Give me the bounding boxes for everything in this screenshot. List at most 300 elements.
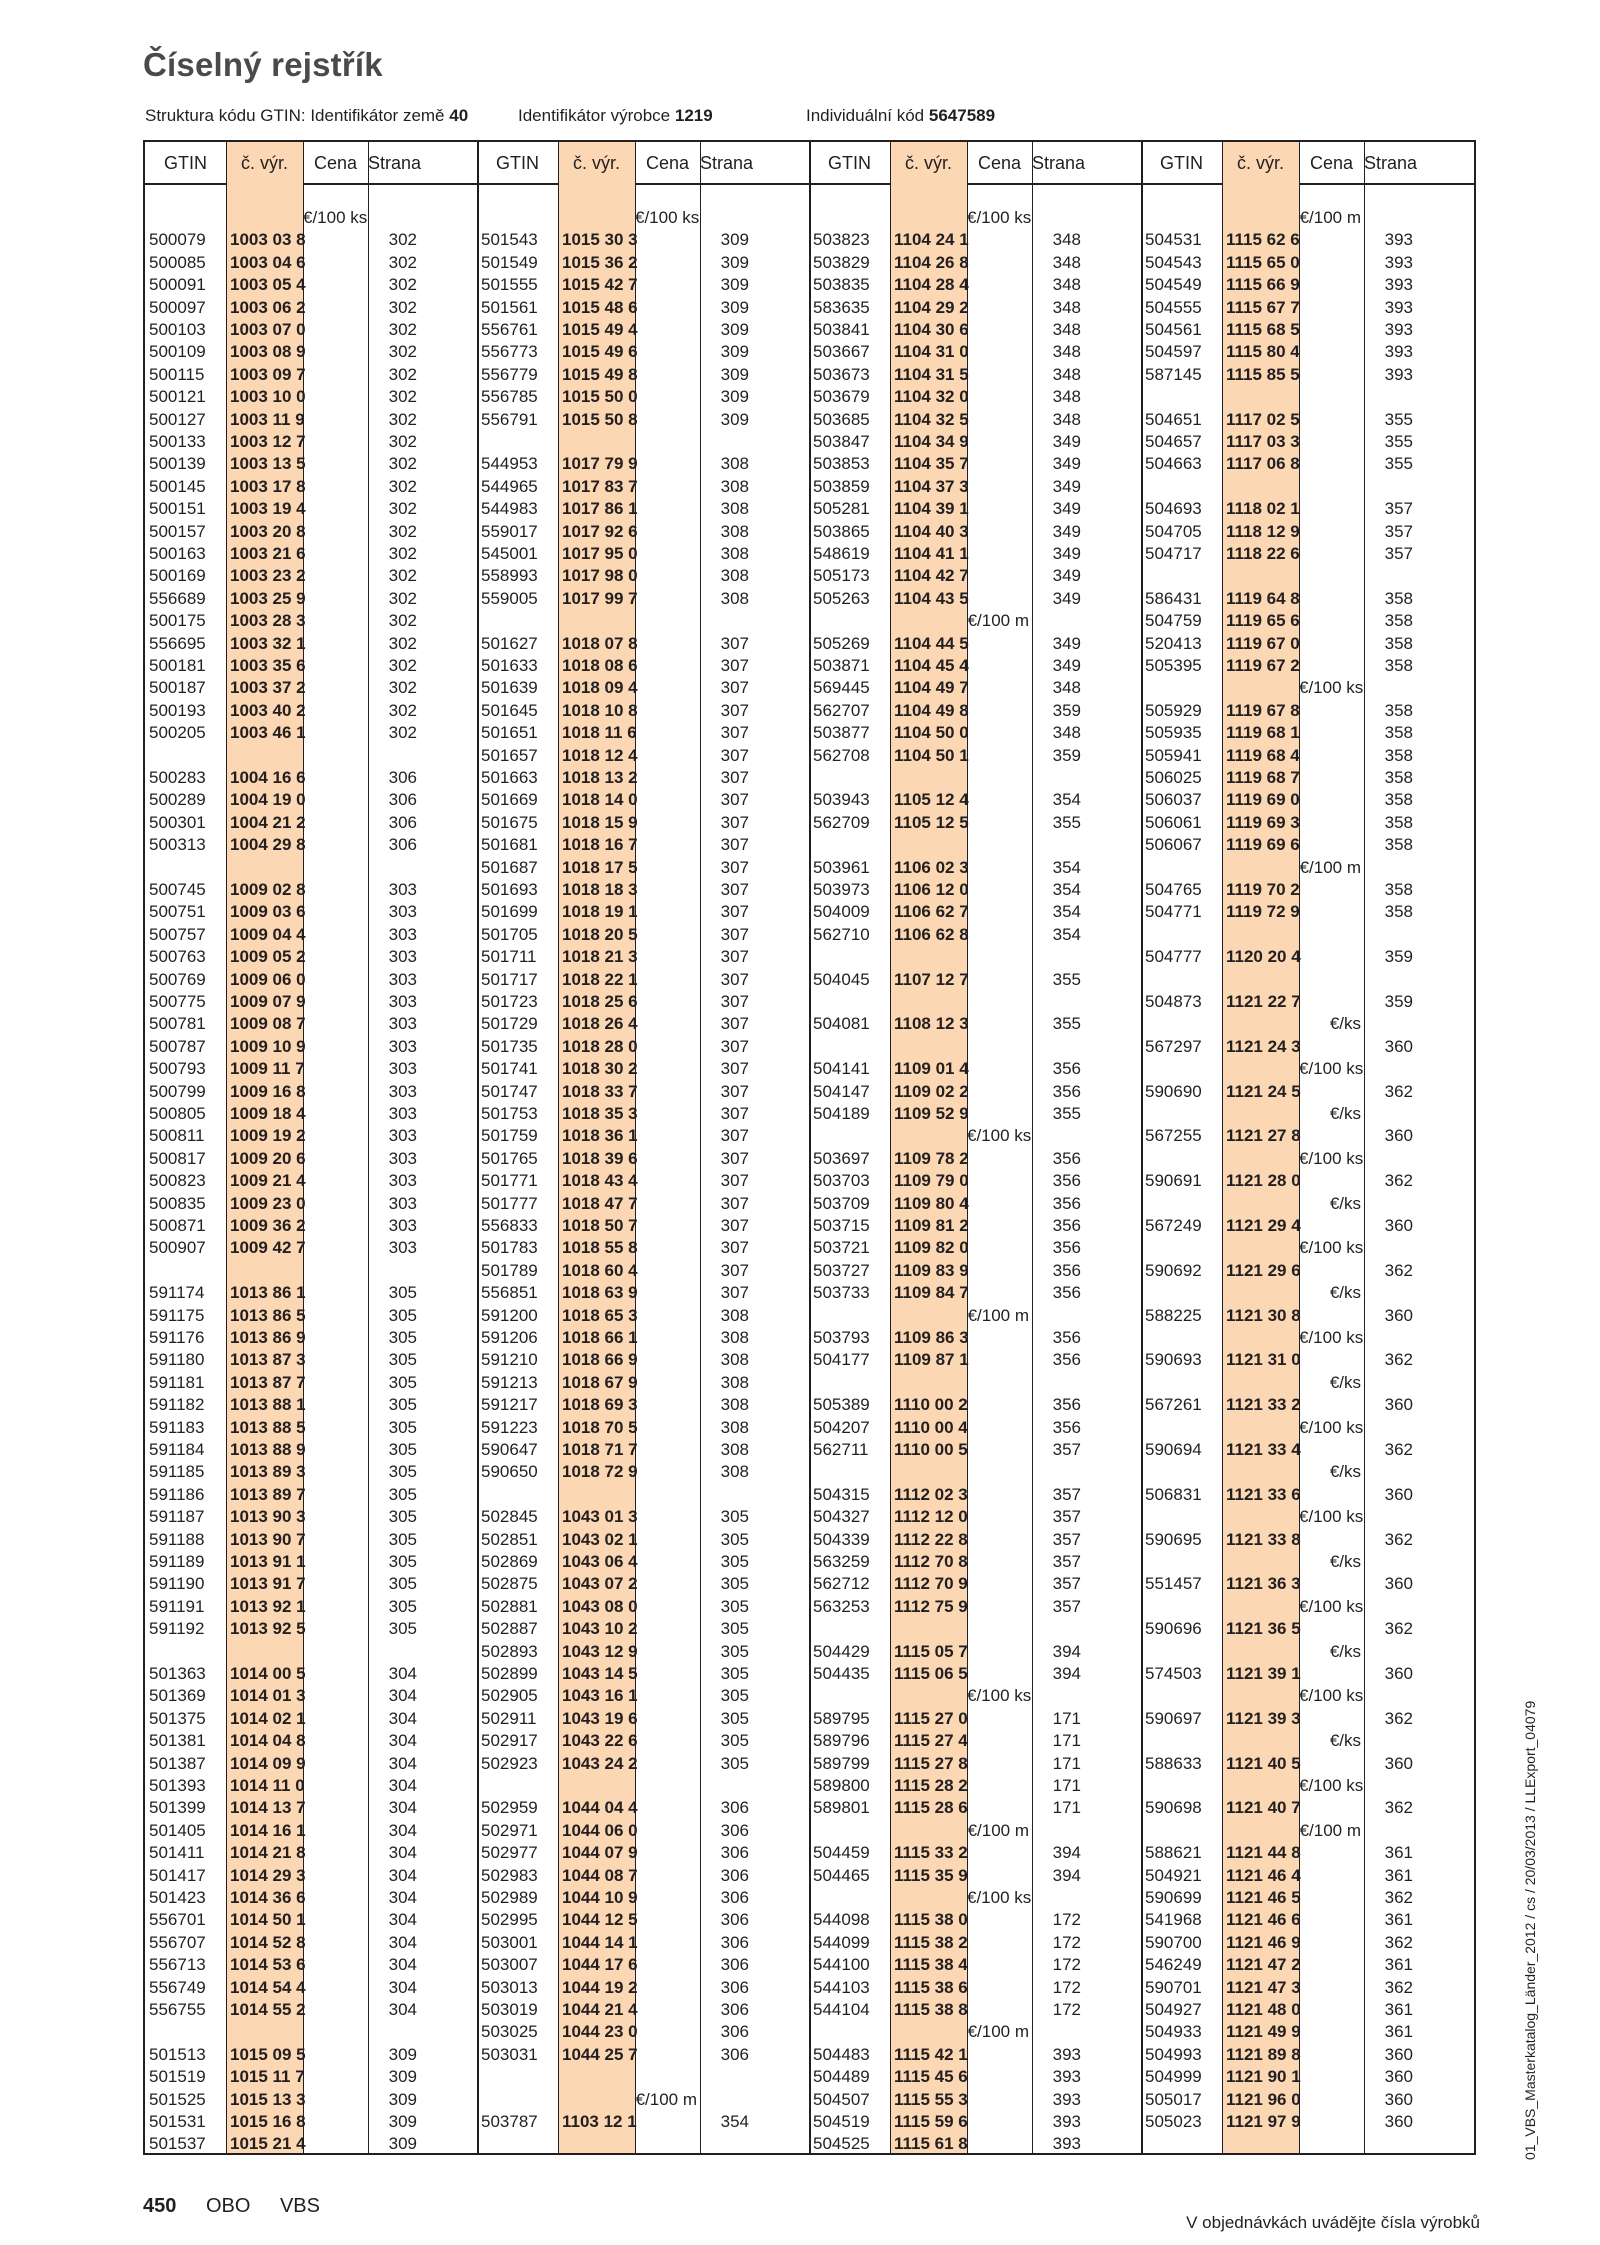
page-cell: 360 — [1384, 1036, 1413, 1056]
gtin-cell: 501627 — [481, 633, 538, 653]
gtin-cell: 504663 — [1145, 454, 1202, 474]
product-number-cell: 1121 36 5 — [1226, 1619, 1301, 1639]
price-unit-cell: €/100 m — [1299, 208, 1361, 227]
header-product-number-cell: č. výr. — [904, 153, 952, 173]
page-cell: 306 — [388, 812, 417, 832]
product-number-cell: 1104 24 1 — [894, 230, 969, 250]
price-unit-cell: €/ks — [1329, 1552, 1361, 1571]
gtin-cell: 501699 — [481, 902, 538, 922]
product-number-cell: 1104 34 9 — [894, 432, 969, 451]
gtin-cell: 591187 — [149, 1507, 205, 1527]
page-cell: 305 — [720, 1574, 749, 1594]
page-cell: 303 — [388, 1081, 417, 1101]
page-cell: 303 — [388, 969, 417, 989]
product-number-cell: 1121 22 7 — [1226, 992, 1301, 1011]
price-unit-cell: €/ks — [1329, 1014, 1361, 1034]
page-cell: 308 — [720, 454, 749, 474]
gtin-cell: 501375 — [149, 1708, 206, 1728]
product-number-cell: 1121 29 4 — [1226, 1216, 1301, 1235]
gtin-cell: 590696 — [1145, 1619, 1202, 1639]
page-cell: 394 — [1052, 1843, 1081, 1863]
product-number-cell: 1110 00 2 — [894, 1395, 968, 1415]
page-cell: 362 — [1384, 1350, 1413, 1370]
manufacturer-code: 1219 — [674, 106, 713, 125]
product-number-cell: 1043 08 0 — [562, 1596, 638, 1616]
product-number-cell: 1044 17 6 — [562, 1955, 638, 1975]
product-number-cell: 1044 23 0 — [562, 2022, 638, 2042]
page-cell: 305 — [388, 1462, 417, 1482]
product-number-cell: 1121 31 0 — [1226, 1350, 1301, 1370]
page-cell: 302 — [388, 521, 417, 541]
page-cell: 306 — [720, 1843, 749, 1863]
page-cell: 348 — [1052, 230, 1081, 250]
gtin-cell: 502911 — [481, 1708, 537, 1728]
product-number-cell: 1121 30 8 — [1226, 1305, 1301, 1325]
product-number-cell: 1018 21 3 — [562, 947, 638, 967]
page-cell: 307 — [720, 812, 749, 832]
page-cell: 306 — [720, 1888, 749, 1907]
product-number-cell: 1109 78 2 — [894, 1148, 969, 1168]
country-code: 40 — [449, 106, 469, 125]
page-cell: 354 — [720, 2112, 749, 2131]
price-unit-cell: €/100 ks — [635, 208, 700, 227]
page-cell: 306 — [388, 835, 417, 855]
product-number-cell: 1015 48 6 — [562, 297, 638, 317]
page-cell: 309 — [720, 230, 749, 250]
gtin-cell: 590695 — [1145, 1529, 1202, 1549]
page-cell: 303 — [388, 947, 417, 967]
gtin-cell: 544100 — [813, 1955, 870, 1975]
product-number-cell: 1115 85 5 — [1226, 364, 1300, 384]
gtin-cell: 500751 — [149, 902, 206, 922]
product-number-cell: 1121 33 6 — [1226, 1484, 1301, 1504]
gtin-cell: 574503 — [1145, 1664, 1202, 1683]
page-cell: 308 — [720, 588, 749, 608]
product-number-cell: 1044 14 1 — [562, 1932, 638, 1952]
gtin-cell: 591200 — [481, 1305, 538, 1325]
gtin-cell: 567249 — [1145, 1216, 1202, 1235]
product-number-cell: 1115 45 6 — [894, 2067, 968, 2087]
header-product-number-cell: č. výr. — [572, 153, 620, 173]
page-cell: 304 — [388, 1910, 417, 1930]
product-number-cell: 1112 12 0 — [894, 1507, 968, 1527]
page-cell: 305 — [720, 1619, 749, 1639]
page-cell: 304 — [388, 1664, 417, 1683]
group-divider — [809, 142, 811, 2153]
gtin-cell: 501639 — [481, 678, 538, 698]
product-number-cell: 1112 75 9 — [894, 1596, 968, 1616]
page-cell: 302 — [388, 611, 417, 631]
page-cell: 307 — [720, 1216, 749, 1235]
page-cell: 358 — [1384, 745, 1413, 765]
product-number-cell: 1014 50 1 — [230, 1910, 306, 1930]
page-cell: 172 — [1052, 1977, 1081, 1997]
page-cell: 305 — [388, 1574, 417, 1594]
price-unit-cell: €/ks — [1329, 1731, 1361, 1751]
group-divider — [477, 142, 479, 2153]
page-cell: 308 — [720, 1305, 749, 1325]
gtin-cell: 500823 — [149, 1171, 206, 1191]
page-cell: 306 — [720, 1977, 749, 1997]
product-number-cell: 1043 07 2 — [562, 1574, 638, 1594]
gtin-cell: 590694 — [1145, 1440, 1202, 1459]
page-cell: 360 — [1384, 2112, 1413, 2131]
gtin-cell: 556779 — [481, 364, 538, 384]
page-cell: 305 — [388, 1484, 417, 1504]
gtin-cell: 590700 — [1145, 1932, 1202, 1952]
product-number-cell: 1115 38 6 — [894, 1977, 968, 1997]
product-number-cell: 1043 10 2 — [562, 1619, 638, 1639]
product-number-cell: 1003 09 7 — [230, 364, 306, 384]
page-cell: 357 — [1052, 1440, 1081, 1459]
product-number-cell: 1003 37 2 — [230, 678, 306, 698]
product-number-cell: 1018 10 8 — [562, 700, 638, 720]
gtin-cell: 501729 — [481, 1014, 538, 1034]
product-number-cell: 1009 18 4 — [230, 1104, 306, 1123]
gtin-cell: 503031 — [481, 2044, 538, 2064]
page-cell: 355 — [1052, 1014, 1081, 1034]
gtin-cell: 501369 — [149, 1686, 206, 1706]
gtin-cell: 501759 — [481, 1126, 538, 1146]
page-cell: 307 — [720, 1081, 749, 1101]
price-unit-cell: €/100 ks — [1299, 1238, 1364, 1258]
page-cell: 309 — [720, 320, 749, 339]
page-cell: 305 — [388, 1417, 417, 1437]
column-divider — [226, 142, 227, 2153]
gtin-cell: 588621 — [1145, 1843, 1202, 1863]
gtin-cell: 500775 — [149, 992, 206, 1011]
page-cell: 305 — [720, 1753, 749, 1773]
page-cell: 306 — [720, 1910, 749, 1930]
gtin-cell: 501675 — [481, 812, 538, 832]
product-number-cell: 1121 46 6 — [1226, 1910, 1301, 1930]
header-page-cell: Strana — [1032, 153, 1086, 173]
product-number-cell: 1115 66 9 — [1226, 275, 1300, 295]
page-cell: 305 — [720, 1708, 749, 1728]
product-number-cell: 1104 50 1 — [894, 745, 969, 765]
product-number-cell: 1013 87 7 — [230, 1372, 306, 1392]
gtin-cell: 501537 — [149, 2134, 206, 2154]
gtin-cell: 502899 — [481, 1664, 538, 1683]
product-number-cell: 1044 04 4 — [562, 1798, 638, 1818]
page-cell: 394 — [1052, 1865, 1081, 1885]
gtin-cell: 504045 — [813, 969, 870, 989]
page-cell: 355 — [1384, 409, 1413, 429]
gtin-cell: 504759 — [1145, 611, 1202, 631]
gtin-cell: 504693 — [1145, 499, 1202, 519]
product-number-cell: 1104 30 6 — [894, 320, 969, 339]
gtin-cell: 591190 — [149, 1574, 205, 1594]
page-cell: 303 — [388, 924, 417, 944]
gtin-cell: 504927 — [1145, 2000, 1202, 2019]
product-number-cell: 1018 65 3 — [562, 1305, 638, 1325]
page-cell: 302 — [388, 342, 417, 362]
gtin-cell: 559017 — [481, 521, 538, 541]
gtin-cell: 502959 — [481, 1798, 538, 1818]
gtin-cell: 504549 — [1145, 275, 1202, 295]
gtin-cell: 501525 — [149, 2089, 206, 2109]
page-cell: 308 — [720, 1372, 749, 1392]
product-number-cell: 1018 14 0 — [562, 790, 638, 810]
gtin-cell: 502977 — [481, 1843, 538, 1863]
page-cell: 360 — [1384, 2089, 1413, 2109]
page-cell: 305 — [388, 1283, 417, 1303]
gtin-cell: 505941 — [1145, 745, 1202, 765]
page-cell: 308 — [720, 1350, 749, 1370]
product-number-cell: 1003 05 4 — [230, 275, 306, 295]
page-cell: 309 — [388, 2134, 417, 2154]
page-cell: 302 — [388, 566, 417, 586]
page-cell: 393 — [1384, 364, 1413, 384]
page-cell: 359 — [1384, 947, 1413, 967]
page-cell: 307 — [720, 969, 749, 989]
gtin-cell: 500097 — [149, 297, 206, 317]
product-number-cell: 1003 07 0 — [230, 320, 306, 339]
gtin-structure-manufacturer — [518, 106, 713, 126]
page-cell: 303 — [388, 880, 417, 899]
gtin-cell: 583635 — [813, 297, 870, 317]
gtin-cell: 501651 — [481, 723, 538, 743]
product-number-cell: 1018 69 3 — [562, 1395, 638, 1415]
gtin-cell: 501531 — [149, 2112, 206, 2131]
gtin-cell: 501393 — [149, 1776, 206, 1795]
product-number-cell: 1108 12 3 — [894, 1014, 969, 1034]
gtin-cell: 504489 — [813, 2067, 870, 2087]
product-number-cell: 1044 06 0 — [562, 1820, 638, 1840]
product-number-cell: 1104 49 8 — [894, 700, 969, 720]
product-number-cell: 1018 50 7 — [562, 1216, 638, 1235]
gtin-cell: 500091 — [149, 275, 206, 295]
gtin-cell: 563253 — [813, 1596, 870, 1616]
product-number-cell: 1018 63 9 — [562, 1283, 638, 1303]
page-cell: 309 — [388, 2067, 417, 2087]
gtin-cell: 503961 — [813, 857, 870, 877]
gtin-cell: 544983 — [481, 499, 538, 519]
gtin-cell: 500157 — [149, 521, 206, 541]
gtin-cell: 556833 — [481, 1216, 538, 1235]
page-cell: 349 — [1052, 521, 1081, 541]
product-number-cell: 1104 29 2 — [894, 297, 969, 317]
product-number-cell: 1014 09 9 — [230, 1753, 306, 1773]
gtin-cell: 503025 — [481, 2022, 538, 2042]
product-number-cell: 1014 00 5 — [230, 1664, 306, 1683]
price-unit-cell: €/100 ks — [303, 208, 368, 227]
page-cell: 304 — [388, 2000, 417, 2019]
gtin-cell: 503715 — [813, 1216, 870, 1235]
product-number-cell: 1104 39 1 — [894, 499, 969, 519]
product-number-cell: 1109 82 0 — [894, 1238, 969, 1258]
gtin-cell: 503859 — [813, 476, 870, 496]
gtin-cell: 501363 — [149, 1664, 206, 1683]
gtin-cell: 544104 — [813, 2000, 870, 2019]
product-number-cell: 1018 09 4 — [562, 678, 638, 698]
page-cell: 305 — [388, 1507, 417, 1527]
product-number-cell: 1121 47 2 — [1226, 1955, 1301, 1975]
page-cell: 172 — [1052, 2000, 1081, 2019]
product-number-cell: 1043 16 1 — [562, 1686, 638, 1706]
gtin-cell: 502983 — [481, 1865, 538, 1885]
product-number-cell: 1014 01 3 — [230, 1686, 306, 1706]
product-number-cell: 1119 69 6 — [1226, 835, 1300, 855]
product-number-cell: 1115 61 8 — [894, 2134, 968, 2154]
gtin-cell: 501561 — [481, 297, 538, 317]
product-number-cell: 1119 69 0 — [1226, 790, 1300, 810]
product-number-cell: 1115 38 2 — [894, 1932, 968, 1952]
gtin-cell: 500781 — [149, 1014, 206, 1034]
product-number-cell: 1104 31 0 — [894, 342, 969, 362]
gtin-structure-country — [145, 106, 468, 126]
page-cell: 348 — [1052, 252, 1081, 272]
product-number-cell: 1121 49 9 — [1226, 2022, 1301, 2042]
product-number-cell: 1017 79 9 — [562, 454, 638, 474]
gtin-cell: 501657 — [481, 745, 538, 765]
product-number-cell: 1004 16 6 — [230, 768, 306, 787]
gtin-cell: 591189 — [149, 1552, 205, 1571]
product-number-cell: 1009 42 7 — [230, 1238, 306, 1258]
product-number-cell: 1112 22 8 — [894, 1529, 968, 1549]
gtin-cell: 562711 — [813, 1440, 869, 1459]
product-number-cell: 1115 27 0 — [894, 1708, 968, 1728]
product-number-cell: 1018 20 5 — [562, 924, 638, 944]
gtin-cell: 500175 — [149, 611, 206, 631]
page-cell: 305 — [720, 1596, 749, 1616]
gtin-cell: 556707 — [149, 1932, 206, 1952]
product-number-cell: 1115 28 6 — [894, 1798, 968, 1818]
gtin-cell: 590701 — [1145, 1977, 1202, 1997]
product-number-cell: 1018 15 9 — [562, 812, 638, 832]
product-number-cell: 1044 25 7 — [562, 2044, 638, 2064]
gtin-cell: 500907 — [149, 1238, 206, 1258]
gtin-cell: 500079 — [149, 230, 206, 250]
product-number-cell: 1119 69 3 — [1226, 812, 1300, 832]
product-number-cell: 1043 02 1 — [562, 1529, 638, 1549]
page-cell: 306 — [388, 790, 417, 810]
page-cell: 354 — [1052, 880, 1081, 899]
gtin-cell: 567261 — [1145, 1395, 1202, 1415]
product-number-cell: 1044 21 4 — [562, 2000, 638, 2019]
page-cell: 348 — [1052, 342, 1081, 362]
gtin-cell: 504339 — [813, 1529, 870, 1549]
product-number-cell: 1018 07 8 — [562, 633, 638, 653]
page-cell: 356 — [1052, 1328, 1081, 1347]
gtin-cell: 591185 — [149, 1462, 205, 1482]
page-cell: 358 — [1384, 790, 1413, 810]
product-number-cell: 1003 06 2 — [230, 297, 306, 317]
price-unit-cell: €/100 m — [967, 1305, 1029, 1325]
gtin-cell: 544103 — [813, 1977, 870, 1997]
product-number-cell: 1015 11 7 — [230, 2067, 305, 2087]
page-cell: 302 — [388, 700, 417, 720]
gtin-cell: 588225 — [1145, 1305, 1202, 1325]
gtin-cell: 501669 — [481, 790, 538, 810]
gtin-cell: 501399 — [149, 1798, 206, 1818]
price-unit-cell: €/ks — [1329, 1462, 1361, 1482]
product-number-cell: 1014 53 6 — [230, 1955, 306, 1975]
page-cell: 348 — [1052, 387, 1081, 407]
product-number-cell: 1017 83 7 — [562, 476, 638, 496]
product-number-cell: 1018 22 1 — [562, 969, 638, 989]
product-number-cell: 1043 14 5 — [562, 1664, 638, 1683]
gtin-cell: 590690 — [1145, 1081, 1202, 1101]
gtin-cell: 500811 — [149, 1126, 205, 1146]
page-cell: 356 — [1052, 1193, 1081, 1213]
gtin-cell: 502887 — [481, 1619, 538, 1639]
product-number-cell: 1115 59 6 — [894, 2112, 968, 2131]
gtin-cell: 502851 — [481, 1529, 538, 1549]
gtin-cell: 506067 — [1145, 835, 1202, 855]
gtin-cell: 500817 — [149, 1148, 206, 1168]
gtin-cell: 591183 — [149, 1417, 205, 1437]
page-cell: 349 — [1052, 432, 1081, 451]
product-number-cell: 1115 80 4 — [1226, 342, 1300, 362]
gtin-cell: 589800 — [813, 1776, 870, 1795]
gtin-cell: 504483 — [813, 2044, 870, 2064]
gtin-cell: 504651 — [1145, 409, 1202, 429]
price-unit-cell: €/100 ks — [1299, 1417, 1364, 1437]
product-number-cell: 1004 19 0 — [230, 790, 306, 810]
product-number-cell: 1109 79 0 — [894, 1171, 969, 1191]
gtin-cell: 501387 — [149, 1753, 206, 1773]
gtin-cell: 590693 — [1145, 1350, 1202, 1370]
product-number-cell: 1121 96 0 — [1226, 2089, 1301, 2109]
page-cell: 307 — [720, 723, 749, 743]
product-number-cell: 1121 47 3 — [1226, 1977, 1301, 1997]
page-cell: 354 — [1052, 857, 1081, 877]
gtin-cell: 500151 — [149, 499, 206, 519]
product-line: VBS — [279, 2195, 320, 2217]
gtin-cell: 562709 — [813, 812, 870, 832]
gtin-cell: 504459 — [813, 1843, 870, 1863]
gtin-cell: 591180 — [149, 1350, 205, 1370]
gtin-cell: 504705 — [1145, 521, 1202, 541]
gtin-cell: 504177 — [813, 1350, 870, 1370]
product-number-cell: 1120 20 4 — [1226, 947, 1301, 967]
product-number-cell: 1104 42 7 — [894, 566, 969, 586]
product-number-cell: 1003 19 4 — [230, 499, 306, 519]
gtin-cell: 500793 — [149, 1059, 206, 1079]
page-cell: 307 — [720, 924, 749, 944]
page-cell: 355 — [1384, 454, 1413, 474]
gtin-cell: 500127 — [149, 409, 206, 429]
product-number-cell: 1009 23 0 — [230, 1193, 306, 1213]
page-cell: 303 — [388, 1171, 417, 1191]
gtin-cell: 503721 — [813, 1238, 870, 1258]
page-cell: 308 — [720, 521, 749, 541]
product-number-cell: 1121 39 1 — [1226, 1664, 1301, 1683]
page-cell: 302 — [388, 544, 417, 563]
gtin-cell: 504465 — [813, 1865, 870, 1885]
page-cell: 349 — [1052, 656, 1081, 675]
column-divider — [558, 142, 559, 2153]
product-number-cell: 1015 30 3 — [562, 230, 638, 250]
gtin-cell: 505395 — [1145, 656, 1202, 675]
gtin-cell: 503679 — [813, 387, 870, 407]
product-number-cell: 1018 28 0 — [562, 1036, 638, 1056]
gtin-cell: 590692 — [1145, 1260, 1202, 1280]
gtin-cell: 591181 — [149, 1372, 205, 1392]
product-number-cell: 1014 02 1 — [230, 1708, 306, 1728]
product-number-cell: 1009 03 6 — [230, 902, 306, 922]
product-number-cell: 1018 12 4 — [562, 745, 638, 765]
gtin-cell: 590699 — [1145, 1888, 1202, 1907]
gtin-cell: 503871 — [813, 656, 870, 675]
gtin-cell: 501789 — [481, 1260, 538, 1280]
gtin-cell: 502971 — [481, 1820, 538, 1840]
page-cell: 303 — [388, 1193, 417, 1213]
gtin-cell: 503673 — [813, 364, 870, 384]
product-number-cell: 1105 12 5 — [894, 812, 969, 832]
page-cell: 304 — [388, 1843, 417, 1863]
